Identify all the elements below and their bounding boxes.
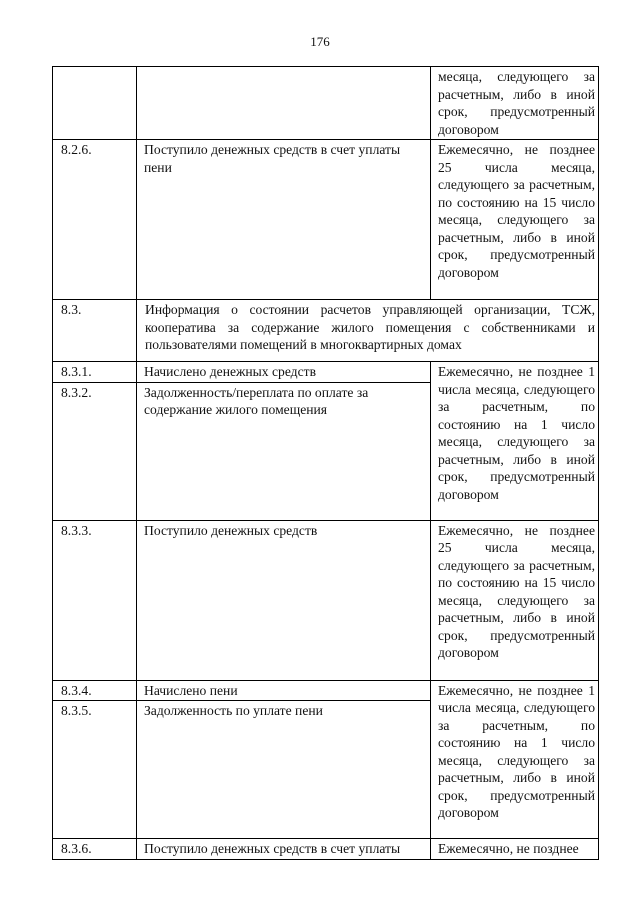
table-row [53,300,599,362]
row-number: 8.3.4. [53,680,137,701]
row-number: 8.3. [53,300,137,362]
row-indicator: Поступило денежных средств в счет уплаты [137,839,431,860]
table-row [53,680,599,701]
table-row [53,520,599,680]
row-deadline: месяца, следующего за расчетным, либо в иной срок, предусмотренный договором [431,67,599,140]
row-deadline: Ежемесячно, не позднее [431,839,599,860]
row-indicator [137,67,431,140]
row-deadline: Ежемесячно, не позднее 25 числа месяца, следующего за расчетным, по состоянию на 15 число месяца, следующего за расчетным, либо в иной срок, предусмотренный договором [431,140,599,300]
row-number: 8.3.5. [53,701,137,839]
row-indicator: Начислено денежных средств [137,362,431,383]
row-deadline: Ежемесячно, не позднее 1 числа месяца, следующего за расчетным, по состоянию на 1 число месяца, следующего за расчетным, либо в иной срок, предусмотренный договором [431,680,599,839]
reporting-table [52,66,599,860]
row-number: 8.3.6. [53,839,137,860]
row-indicator: Задолженность по уплате пени [137,701,431,839]
row-number: 8.2.6. [53,140,137,300]
row-indicator: Поступило денежных средств [137,520,431,680]
row-number: 8.3.2. [53,382,137,520]
row-deadline: Ежемесячно, не позднее 25 числа месяца, следующего за расчетным, по состоянию на 15 число месяца, следующего за расчетным, либо в иной срок, предусмотренный договором [431,520,599,680]
page-number: 176 [310,34,330,49]
row-number [53,67,137,140]
row-indicator: Задолженность/переплата по оплате за содержание жилого помещения [137,382,431,520]
row-deadline: Ежемесячно, не позднее 1 числа месяца, следующего за расчетным, по состоянию на 1 число месяца, следующего за расчетным, либо в иной срок, предусмотренный договором [431,362,599,521]
row-number: 8.3.1. [53,362,137,383]
table-row [53,140,599,300]
table-row [53,362,599,383]
row-number: 8.3.3. [53,520,137,680]
section-heading: Информация о состоянии расчетов управляющей организации, ТСЖ, кооператива за содержание жилого помещения с собственниками и пользователями помещений в многоквартирных домах [137,300,599,362]
table-row [53,67,599,140]
table-row [53,839,599,860]
row-indicator: Начислено пени [137,680,431,701]
row-indicator: Поступило денежных средств в счет уплаты пени [137,140,431,300]
